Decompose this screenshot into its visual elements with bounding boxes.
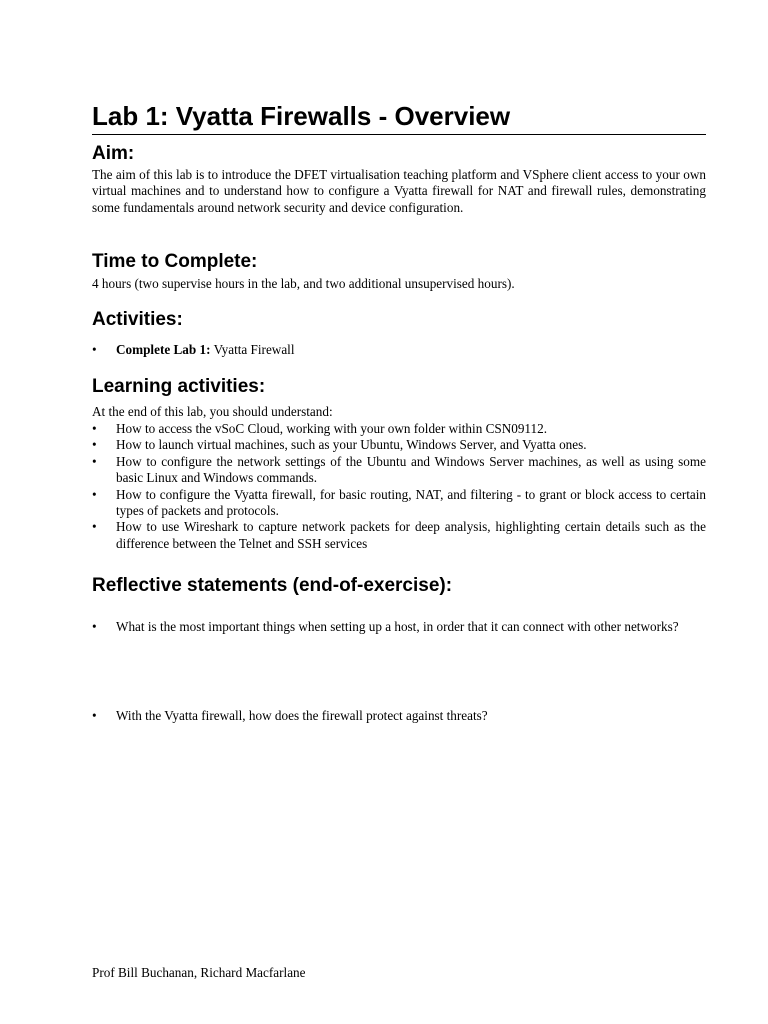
- activities-heading: Activities:: [92, 309, 183, 330]
- list-item: [92, 437, 706, 453]
- bullet-icon: •: [92, 421, 97, 436]
- bullet-icon: •: [92, 708, 97, 723]
- activity-label: Complete Lab 1:: [116, 342, 211, 357]
- reflective-item-text: With the Vyatta firewall, how does the firewall protect against threats?: [116, 708, 488, 723]
- learning-list: [92, 421, 706, 552]
- learning-item-text: How to access the vSoC Cloud, working with your own folder within CSN09112.: [116, 421, 548, 436]
- learning-item-text: How to launch virtual machines, such as your Ubuntu, Windows Server, and Vyatta ones.: [116, 437, 587, 453]
- bullet-icon: •: [92, 453, 97, 469]
- learning-item-text: How to use Wireshark to capture network packets for deep analysis, highlighting certain details such as the difference between the Telnet and SSH services: [116, 519, 706, 551]
- list-item: [92, 617, 706, 636]
- list-item: [92, 519, 706, 552]
- page-title: Lab 1: Vyatta Firewalls - Overview: [92, 101, 511, 131]
- list-item: [92, 454, 706, 487]
- bullet-icon: •: [92, 486, 97, 502]
- reflective-list-2: [92, 708, 706, 724]
- time-heading: Time to Complete:: [92, 251, 258, 272]
- aim-text: The aim of this lab is to introduce the DFET virtualisation teaching platform and VSphere client access to your own virtual machines and to understand how to configure a Vyatta firewall for NAT and firewall rules, demonstrating some fundamentals around network security and device configuration.: [92, 167, 706, 215]
- bullet-icon: •: [92, 342, 97, 357]
- list-item: [92, 342, 706, 358]
- learning-item-text: How to configure the network settings of the Ubuntu and Windows Server machines, as well as using some basic Linux and Windows commands.: [116, 453, 706, 486]
- list-item: [92, 421, 706, 437]
- time-text: 4 hours (two supervise hours in the lab, and two additional unsupervised hours).: [92, 276, 515, 291]
- aim-heading: Aim:: [92, 143, 135, 164]
- title-rule: [92, 134, 706, 135]
- list-item: [92, 487, 706, 520]
- bullet-icon: •: [92, 437, 97, 453]
- bullet-icon: •: [92, 519, 97, 535]
- learning-intro: At the end of this lab, you should understand:: [92, 404, 333, 419]
- learning-heading: Learning activities:: [92, 376, 266, 397]
- reflective-heading: Reflective statements (end-of-exercise):: [92, 575, 453, 596]
- activity-text: Vyatta Firewall: [210, 342, 295, 357]
- reflective-item-text: What is the most important things when setting up a host, in order that it can connect with other networks?: [116, 619, 679, 634]
- page-footer: Prof Bill Buchanan, Richard Macfarlane: [92, 965, 306, 980]
- reflective-list: [92, 617, 706, 636]
- activities-list: [92, 342, 706, 358]
- bullet-icon: •: [92, 619, 97, 634]
- list-item: [92, 708, 706, 724]
- learning-item-text: How to configure the Vyatta firewall, for basic routing, NAT, and filtering - to grant or block access to certain types of packets and protocols.: [116, 486, 706, 519]
